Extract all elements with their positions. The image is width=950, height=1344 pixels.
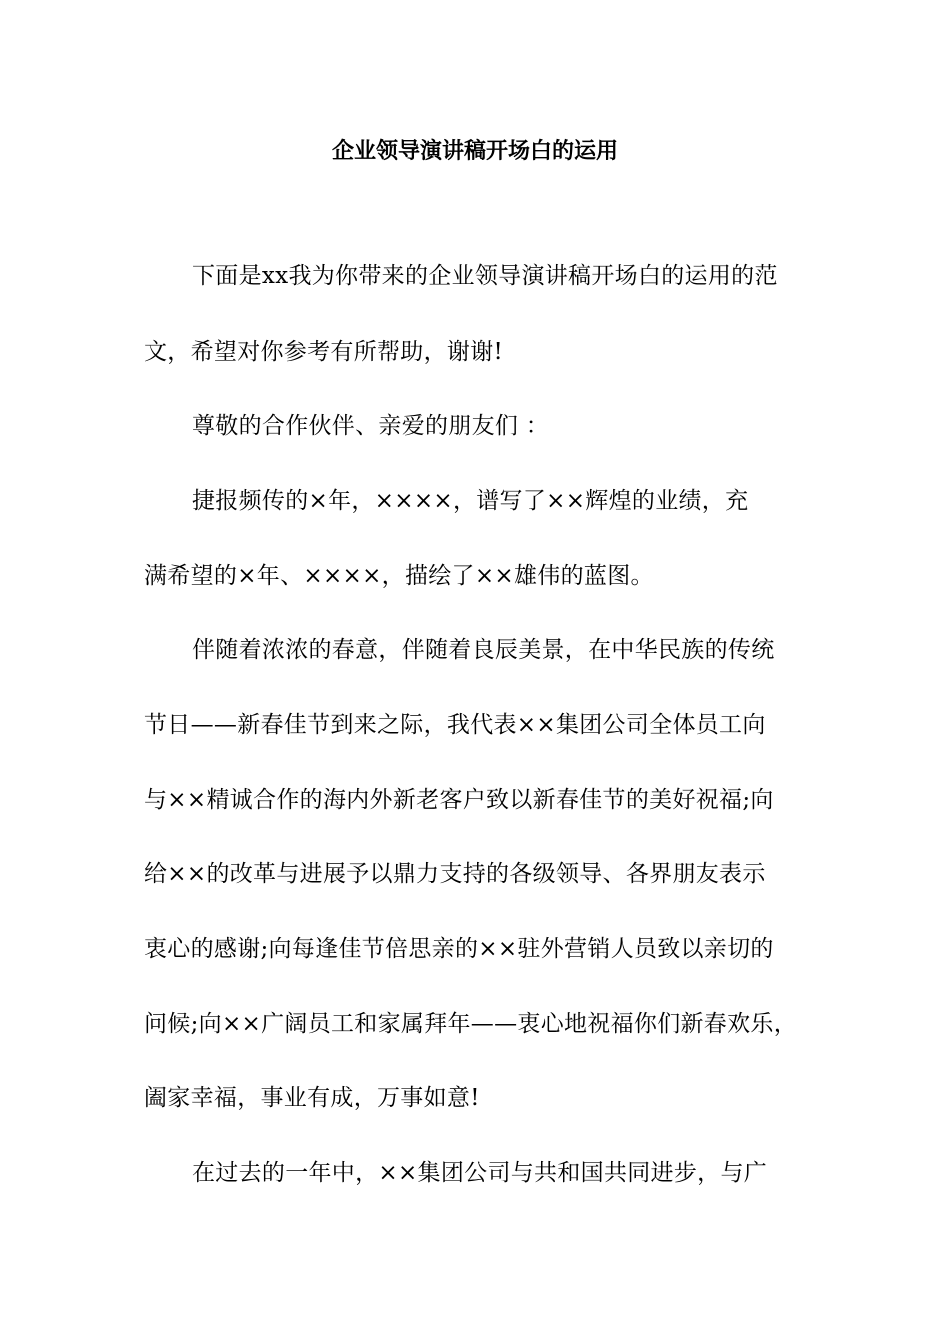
paragraph-line: 文，希望对你参考有所帮助，谢谢! [144, 339, 504, 365]
paragraph-line: 捷报频传的×年，××××，谱写了××辉煌的业绩，充 [192, 488, 749, 514]
paragraph-line: 尊敬的合作伙伴、亲爱的朋友们 ： [192, 413, 550, 439]
paragraph-line: 伴随着浓浓的春意，伴随着良辰美景，在中华民族的传统 [192, 637, 775, 663]
paragraph-line: 问候;向××广阔员工和家属拜年——衷心地祝福你们新春欢乐， [144, 1011, 797, 1037]
paragraph-line: 在过去的一年中，××集团公司与共和国共同进步，与广 [192, 1160, 768, 1186]
paragraph-line: 下面是xx我为你带来的企业领导演讲稿开场白的运用的范 [192, 263, 778, 289]
paragraph-line: 与××精诚合作的海内外新老客户致以新春佳节的美好祝福;向 [144, 787, 774, 813]
paragraph-line: 给××的改革与进展予以鼎力支持的各级领导、各界朋友表示 [144, 861, 766, 887]
paragraph-line: 节日——新春佳节到来之际，我代表××集团公司全体员工向 [144, 712, 766, 738]
paragraph-line: 衷心的感谢;向每逢佳节倍思亲的××驻外营销人员致以亲切的 [144, 936, 774, 962]
paragraph-line: 阖家幸福，事业有成，万事如意! [144, 1085, 480, 1111]
document-title: 企业领导演讲稿开场白的运用 [331, 139, 618, 164]
paragraph-line: 满希望的×年、××××，描绘了××雄伟的蓝图。 [144, 563, 654, 589]
